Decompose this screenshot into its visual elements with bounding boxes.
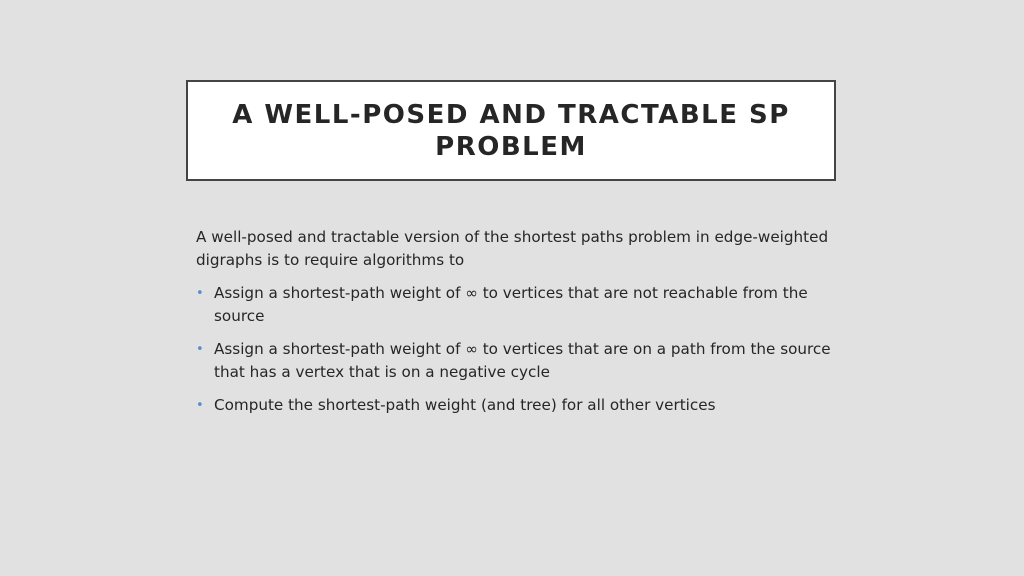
bullet-text: Assign a shortest-path weight of ∞ to vertices that are not reachable from the source (214, 284, 808, 325)
bullet-text: Compute the shortest-path weight (and tree) for all other vertices (214, 396, 716, 414)
bullet-icon: • (196, 342, 204, 357)
slide-body (196, 226, 836, 427)
bullet-icon: • (196, 286, 204, 301)
bullet-text: Assign a shortest-path weight of ∞ to vertices that are on a path from the source that has a vertex that is on a negative cycle (214, 340, 831, 381)
bullet-item (196, 338, 836, 384)
intro-paragraph: A well-posed and tractable version of the shortest paths problem in edge-weighted digraphs is to require algorithms to (196, 228, 829, 269)
bullet-icon: • (196, 398, 204, 413)
slide-title: A WELL-POSED AND TRACTABLE SP PROBLEM (232, 99, 790, 162)
bullet-item (196, 394, 836, 417)
title-box (186, 80, 836, 181)
bullet-list (196, 282, 836, 417)
bullet-item (196, 282, 836, 328)
